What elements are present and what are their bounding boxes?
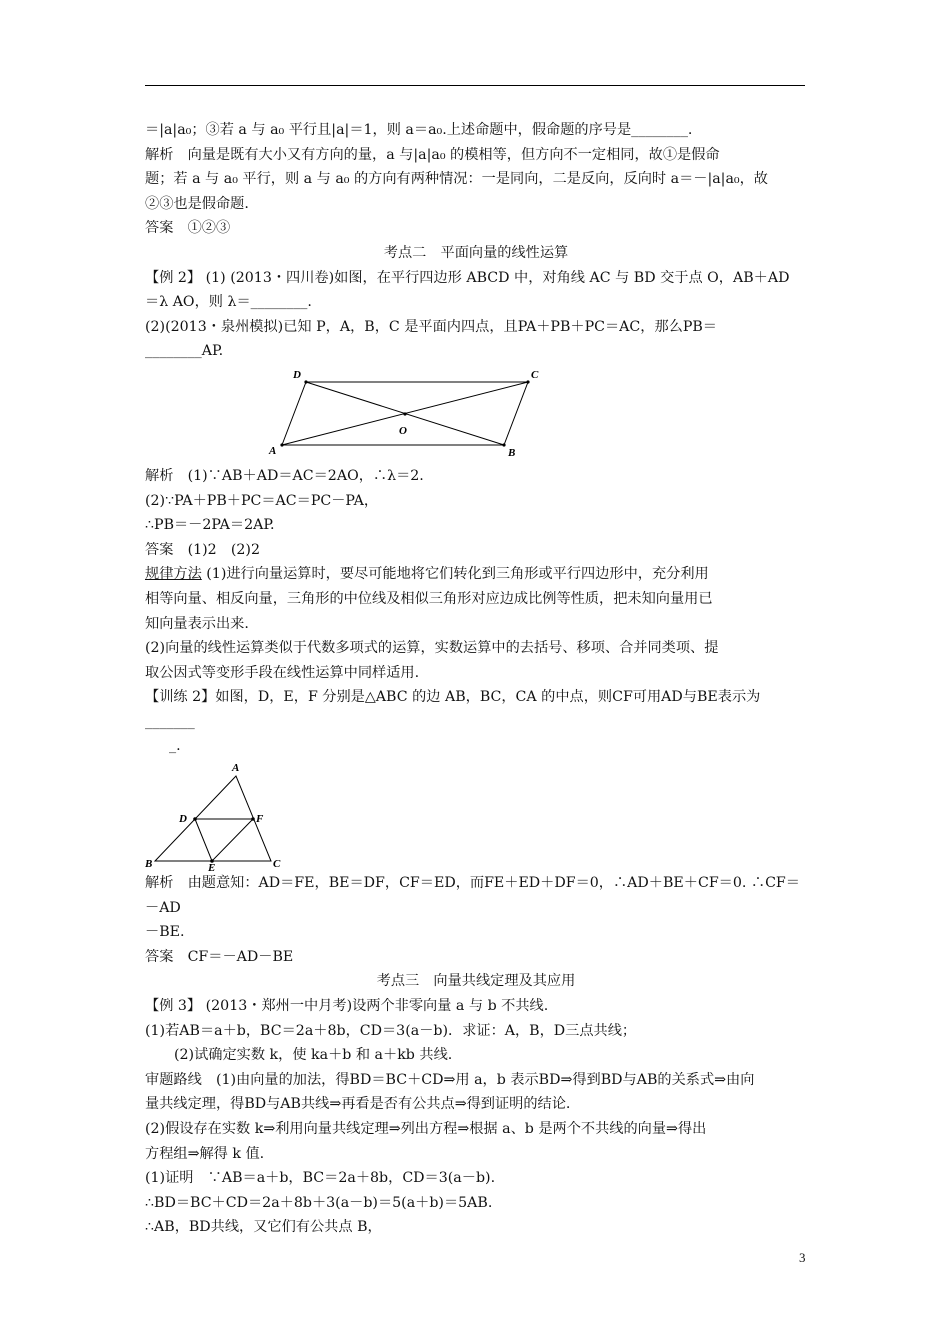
label-C: C xyxy=(273,858,281,871)
text-line: －BE. xyxy=(145,924,185,941)
label-F: F xyxy=(256,813,264,826)
section-heading: 考点三 向量共线定理及其应用 xyxy=(376,973,576,990)
label-A: A xyxy=(269,444,277,457)
triangle-figure xyxy=(145,759,807,871)
text-line: 取公因式等变形手段在线性运算中同样适用. xyxy=(145,664,420,681)
text-line: 解析 由题意知：AD＝FE，BE＝DF，CF＝ED，而FE＋ED＋DF＝0，∴AD＋BE＋CF＝0. ∴CF＝－AD xyxy=(145,875,800,916)
text-line: _. xyxy=(169,738,181,755)
method-text: (1)进行向量运算时，要尽可能地将它们转化到三角形或平行四边形中，充分利用 xyxy=(201,566,709,583)
label-A: A xyxy=(232,762,240,775)
text-line: (1)若AB＝a＋b，BC＝2a＋8b，CD＝3(a－b)．求证：A，B，D三点共线； xyxy=(145,1022,637,1039)
text-line: ②③也是假命题. xyxy=(145,195,249,212)
text-line: ∴BD＝BC＋CD＝2a＋8b＋3(a－b)＝5(a＋b)＝5AB. xyxy=(145,1194,493,1211)
text-line: ＝|a|a₀；③若 a 与 a₀ 平行且|a|＝1，则 a＝a₀.上述命题中，假命题的序号是________. xyxy=(145,122,693,138)
triangle-diagram xyxy=(145,759,807,871)
method-title: 规律方法 xyxy=(145,566,202,583)
text-line: 【训练 2】如图，D，E，F 分别是△ABC 的边 AB，BC，CA 的中点，则CF可用AD与BE表示为_______ xyxy=(145,689,761,730)
text-line: 【例 2】 (1) (2013・四川卷)如图，在平行四边形 ABCD 中，对角线 AC 与 BD 交于点 O，AB＋AD xyxy=(145,269,790,286)
label-B: B xyxy=(145,858,153,871)
text-line: ∴PB＝－2PA＝2AP. xyxy=(145,517,275,534)
label-D: D xyxy=(293,368,301,381)
label-E: E xyxy=(208,862,216,872)
text-line: (2)假设存在实数 k⇒利用向量共线定理⇒列出方程⇒根据 a、b 是两个不共线的向量⇒得出 xyxy=(145,1121,707,1137)
parallelogram-diagram xyxy=(145,364,807,464)
text-line: ________AP. xyxy=(145,343,224,360)
text-line: 知向量表示出来. xyxy=(145,615,249,632)
text-line: (2)试确定实数 k，使 ka＋b 和 a＋kb 共线. xyxy=(174,1047,453,1064)
section-heading: 考点二 平面向量的线性运算 xyxy=(383,244,569,261)
text-line: (2)∵PA＋PB＋PC＝AC＝PC－PA， xyxy=(145,492,379,509)
label-C: C xyxy=(531,368,539,381)
text-line: 相等向量、相反向量，三角形的中位线及相似三角形对应边成比例等性质，把未知向量用已 xyxy=(145,590,713,607)
text-line: 方程组⇒解得 k 值. xyxy=(145,1145,265,1162)
text-line: ∴AB，BD共线，又它们有公共点 B， xyxy=(145,1219,382,1236)
answer-line: 答案 ①②③ xyxy=(145,220,231,237)
method-line xyxy=(145,562,807,587)
header-rule xyxy=(145,85,805,86)
text-line: 题；若 a 与 a₀ 平行，则 a 与 a₀ 的方向有两种情况：一是同向，二是反向，反向时 a＝－|a|a₀，故 xyxy=(145,171,768,188)
text-line: 审题路线 (1)由向量的加法，得BD＝BC＋CD⇒用 a，b 表示BD⇒得到BD与AB的关系式⇒由向 xyxy=(145,1071,755,1088)
parallelogram-figure xyxy=(145,364,807,464)
text-line: (1)证明 ∵AB＝a＋b，BC＝2a＋8b，CD＝3(a－b). xyxy=(145,1170,496,1187)
page-body xyxy=(145,118,807,1240)
text-line: ＝λ AO，则 λ＝________. xyxy=(145,294,312,311)
answer-line: 答案 (1)2 (2)2 xyxy=(145,541,260,558)
label-B: B xyxy=(508,446,516,459)
text-line: 解析 向量是既有大小又有方向的量，a 与|a|a₀ 的模相等，但方向不一定相同，故①是假命 xyxy=(145,146,720,163)
text-line: 解析 (1)∵AB＋AD＝AC＝2AO，∴λ＝2. xyxy=(145,467,424,484)
text-line: 量共线定理，得BD与AB共线⇒再看是否有公共点⇒得到证明的结论. xyxy=(145,1096,571,1113)
text-line: (2)向量的线性运算类似于代数多项式的运算，实数运算中的去括号、移项、合并同类项、提 xyxy=(145,640,719,657)
text-line: (2)(2013・泉州模拟)已知 P，A，B，C 是平面内四点，且PA＋PB＋PC＝AC，那么PB＝ xyxy=(145,318,717,335)
page-number: 3 xyxy=(799,1250,806,1265)
text-line: 【例 3】 (2013・郑州一中月考)设两个非零向量 a 与 b 不共线. xyxy=(145,998,549,1015)
label-O: O xyxy=(399,424,407,437)
label-D: D xyxy=(179,813,187,826)
answer-line: 答案 CF＝－AD－BE xyxy=(145,948,294,965)
